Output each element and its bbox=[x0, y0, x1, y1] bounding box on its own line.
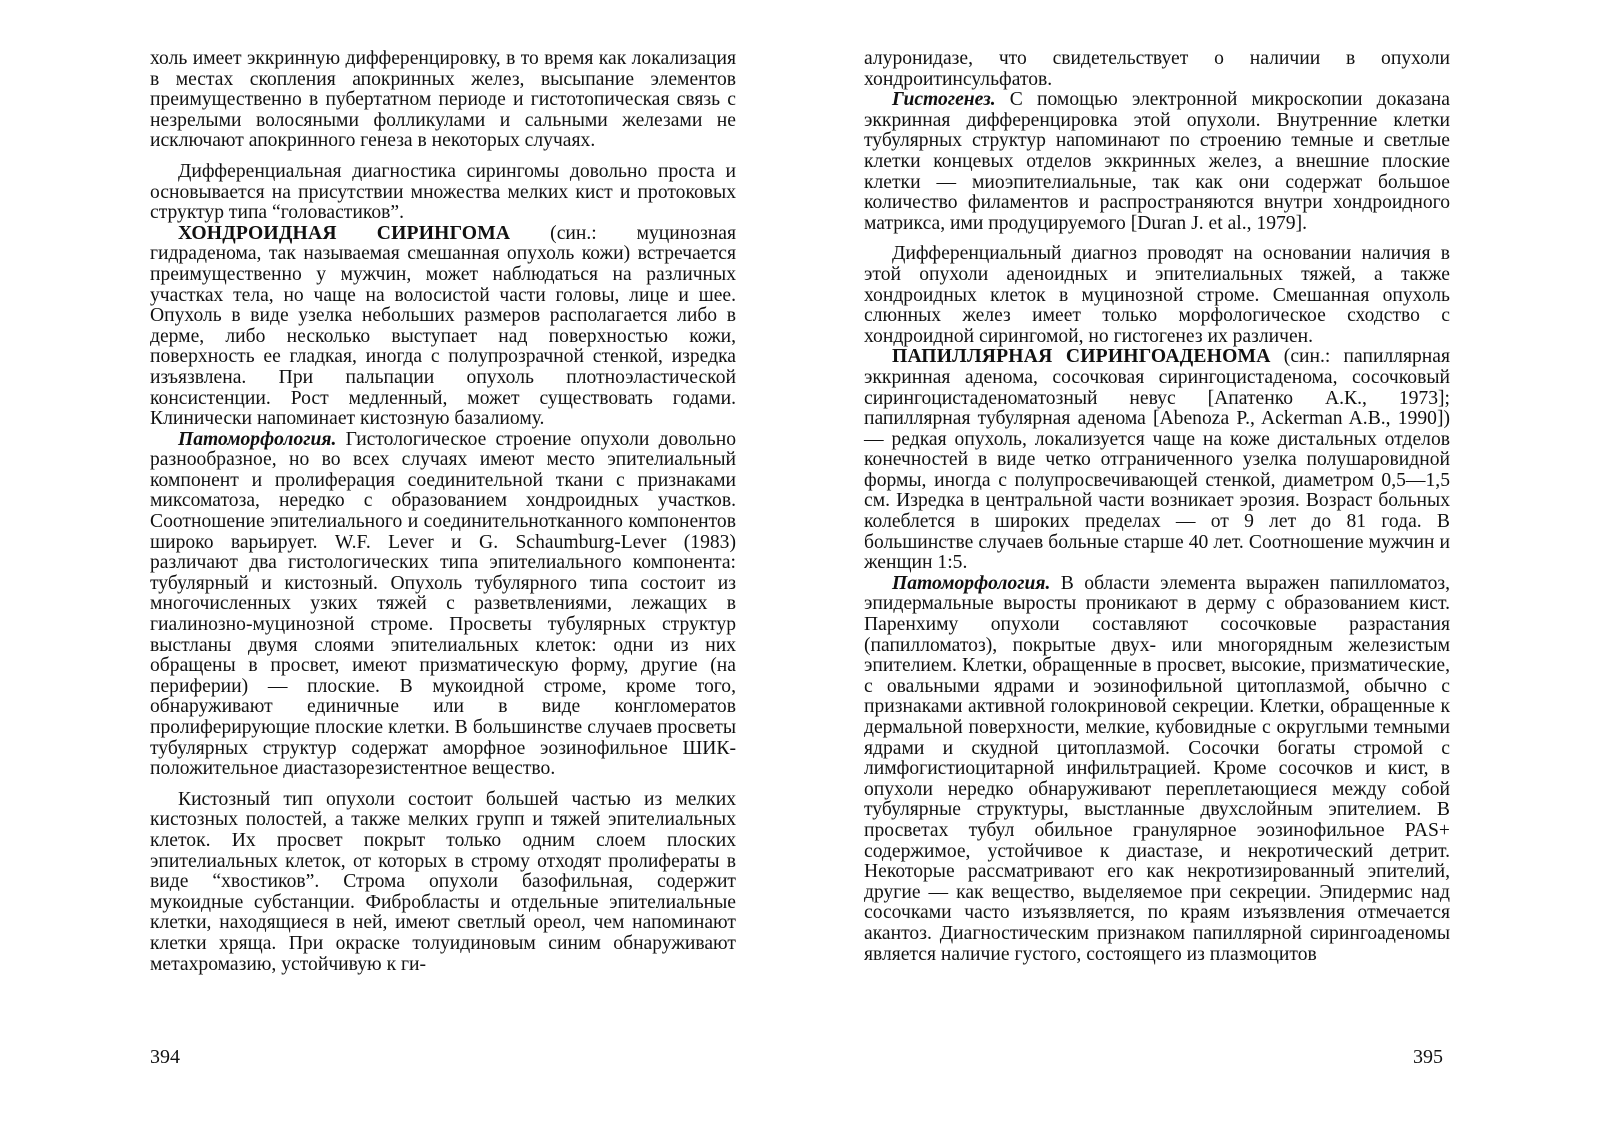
right-text-column bbox=[864, 49, 1450, 965]
paragraph-continuation: холь имеет эккринную дифференцировку, в то время как локализация в местах скопления апокринных желез, высыпание элементов преимущественно в пубертатном периоде и гистотопическая связь с незрелыми волосяными фолликулами и сальными железами не исключают апокринного генеза в некоторых случаях. bbox=[150, 48, 736, 152]
paragraph-text: С помощью электронной микроскопии доказана эккринная дифференцировка этой опухоли. Внутренние клетки тубулярных структур напоминают по строению темные и светлые клетки концевых отделов эккринных желез, а внешние плоские клетки — миоэпителиальные, так как они содержат большое количество филаментов и распространяются внутри хондроидного матрикса, ими продуцируемого [Duran J. et al., 1979]. bbox=[864, 89, 1450, 234]
runin-heading-pathomorphology: Патоморфология. bbox=[892, 572, 1051, 594]
paragraph-text: Гистологическое строение опухоли довольно разнообразное, но во всех случаях имеют место эпителиальный компонент и пролиферация соединительной ткани с признаками миксоматоза, нередко с образованием хондроидных участков. Соотношение эпителиального и соединительнотканного компонентов широко варьирует. W.F. Lever и G. Schaumburg-Lever (1983) различают два гистологических типа эпителиального компонента: тубулярный и кистозный. Опухоль тубулярного типа состоит из многочисленных узких тяжей с разветвлениями, лежащих в гиалинозно-муцинозной строме. Просветы тубулярных структур выстланы двумя слоями эпителиальных клеток: одни из них обращены в просвет, имеют призматическую форму, другие (на периферии) — плоские. В мукоидной строме, кроме того, обнаруживают единичные или в виде конгломератов пролиферирующие плоские клетки. В большинстве случаев просветы тубулярных структур содержат аморфное эозинофильное ШИК-положительное диастазорезистентное вещество. bbox=[150, 428, 736, 780]
paragraph-histogenesis bbox=[864, 90, 1450, 234]
runin-heading-histogenesis: Гистогенез. bbox=[892, 89, 996, 111]
paragraph-differential-diagnosis: Дифференциальная диагностика сирингомы довольно проста и основывается на присутствии множества мелких кист и протоковых структур типа “головастиков”. bbox=[150, 160, 736, 224]
section-heading-papillary-syringoadenoma: ПАПИЛЛЯРНАЯ СИРИНГОАДЕНОМА bbox=[892, 346, 1271, 368]
paragraph-text: В области элемента выражен папилломатоз, эпидермальные выросты проникают в дерму с образованием кист. Паренхиму опухоли составляют сосочковые разрастания (папилломатоз), покрытые двух- или многорядным железистым эпителием. Клетки, обращенные в просвет, высокие, призматические, с овальными ядрами и эозинофильной цитоплазмой, обычно с признаками активной голокриновой секреции. Клетки, обращенные к дермальной поверхности, мелкие, кубовидные с округлыми темными ядрами и скудной цитоплазмой. Сосочки богаты стромой с лимфогистиоцитарной инфильтрацией. Кроме сосочков и кист, в опухоли нередко обнаруживают переплетающиеся между собой тубулярные структуры, выстланные двухслойным эпителием. В просветах тубул обильное гранулярное эозинофильное PAS+ содержимое, устойчивое к диастазе, и некротический детрит. Некоторые рассматривают его как некротизированный эпителий, другие — как вещество, выделяемое при секреции. Эпидермис над сосочками часто изъязвляется, по краям изъязвления отмечается акантоз. Диагностическим признаком папиллярной сирингоаденомы является наличие густого, состоящего из плазмоцитов bbox=[864, 572, 1450, 965]
paragraph-continuation: алуронидазе, что свидетельствует о наличии в опухоли хондроитинсульфатов. bbox=[864, 48, 1450, 90]
paragraph-pathomorphology bbox=[864, 574, 1450, 965]
section-heading-chondroid-syringoma: ХОНДРОИДНАЯ СИРИНГОМА bbox=[178, 222, 511, 244]
left-text-column bbox=[150, 49, 736, 975]
page-number-right: 395 bbox=[1413, 1046, 1443, 1068]
runin-heading-pathomorphology: Патоморфология. bbox=[178, 428, 337, 450]
paragraph-text: (син.: папиллярная эккринная аденома, сосочковая сирингоцистаденома, сосочковый сирингоцистаденоматозный невус [Апатенко А.К., 1973]; папиллярная тубулярная аденома [Abenoza P., Ackerman A.B., 1990]) — редкая опухоль, локализуется чаще на коже дистальных отделов конечностей в виде четко отграниченного узелка полушаровидной формы, иногда с полупросвечивающей стенкой, диаметром 0,5—1,5 см. Изредка в центральной части возникает эрозия. Возраст больных колеблется в широких пределах — от 9 лет до 81 года. В большинстве случаев больные старше 40 лет. Соотношение мужчин и женщин 1:5. bbox=[864, 346, 1451, 574]
paragraph-differential-diagnosis: Дифференциальный диагноз проводят на основании наличия в этой опухоли аденоидных и эпителиальных тяжей, а также хондроидных клеток в муцинозной строме. Смешанная опухоль слюнных желез имеет только морфологическое сходство с хондроидной сирингомой, но гистогенез их различен. bbox=[864, 243, 1450, 347]
paragraph-papillary-syringoadenoma bbox=[864, 347, 1450, 574]
right-page bbox=[800, 0, 1600, 1132]
paragraph-chondroid-syringoma bbox=[150, 224, 736, 430]
paragraph-cystic-type: Кистозный тип опухоли состоит большей частью из мелких кистозных полостей, а также мелких групп и тяжей эпителиальных клеток. Их просвет покрыт только одним слоем плоских эпителиальных клеток, от которых в строму отходят пролифераты в виде “хвостиков”. Строма опухоли базофильная, содержит мукоидные субстанции. Фибробласты и отдельные эпителиальные клетки, находящиеся в ней, имеют светлый ореол, чем напоминают клетки хряща. При окраске толуидиновым синим обнаруживают метахромазию, устойчивую к ги- bbox=[150, 788, 736, 975]
paragraph-text: (син.: муцинозная гидраденома, так называемая смешанная опухоль кожи) встречается преимущественно у мужчин, может наблюдаться на различных участках тела, но чаще на волосистой части головы, лице и шее. Опухоль в виде узелка небольших размеров располагается либо в дерме, либо несколько выступает над поверхностью кожи, поверхность ее гладкая, иногда с полупрозрачной стенкой, изредка изъязвлена. При пальпации опухоль плотноэластической консистенции. Рост медленный, может существовать годами. Клинически напоминает кистозную базалиому. bbox=[150, 222, 736, 430]
paragraph-pathomorphology bbox=[150, 430, 736, 780]
page-number-left: 394 bbox=[150, 1046, 180, 1068]
